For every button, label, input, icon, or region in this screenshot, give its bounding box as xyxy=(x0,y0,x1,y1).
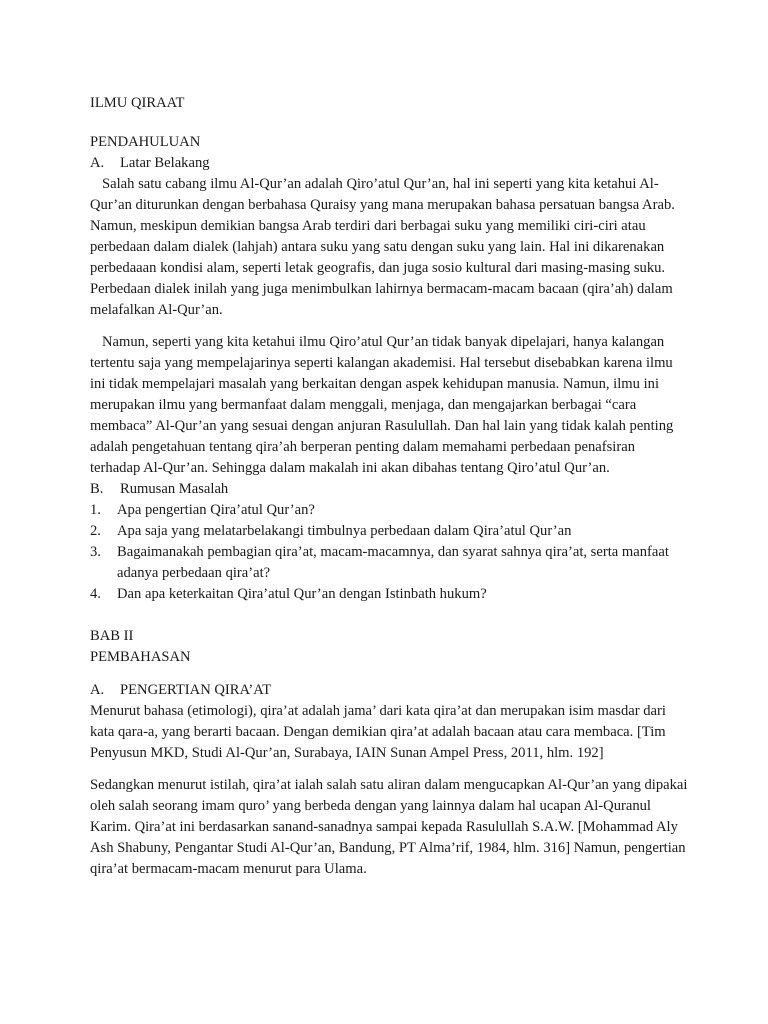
list-item xyxy=(90,521,688,542)
list-item-number: 2. xyxy=(90,523,101,539)
subsection-label: Latar Belakang xyxy=(120,155,210,171)
list-item xyxy=(90,584,688,605)
section-heading-pembahasan: PEMBAHASAN xyxy=(90,649,191,665)
subsection-marker: A. xyxy=(90,682,105,698)
paragraph-latar-belakang-1: Salah satu cabang ilmu Al-Qur’an adalah Qiro’atul Qur’an, hal ini seperti yang kita ketahui Al-Qur’an diturunkan dengan berbahasa Quraisy yang mana merupakan bahasa persatuan bangsa Arab. Namun, meskipun demikian bangsa Arab terdiri dari berbagai suku yang memiliki ciri-ciri atau perbedaan dalam dialek (lahjah) antara suku yang satu dengan suku yang lain. Hal ini dikarenakan perbedaaan kondisi alam, seperti letak geografis, dan juga sosio kultural dari masing-masing suku. Perbedaan dialek inilah yang juga menimbulkan lahirnya bermacam-macam bacaan (qira’ah) dalam melafalkan Al-Qur’an. xyxy=(90,176,675,318)
list-item-number: 4. xyxy=(90,586,101,602)
paragraph-latar-belakang-2: Namun, seperti yang kita ketahui ilmu Qiro’atul Qur’an tidak banyak dipelajari, hanya kalangan tertentu saja yang mempelajarinya seperti kalangan akademisi. Hal tersebut disebabkan karena ilmu ini tidak mempelajari masalah yang berkaitan dengan aspek kehidupan manusia. Namun, ilmu ini merupakan ilmu yang bermanfaat dalam menggali, menjaga, dan mengajarkan berbagai “cara membaca” Al-Qur’an yang sesuai dengan anjuran Rasulullah. Dan hal lain yang tidak kalah penting adalah pengetahuan tentang qira’ah berperan penting dalam memahami perbedaan penafsiran terhadap Al-Qur’an. Sehingga dalam makalah ini akan dibahas tentang Qiro’atul Qur’an. xyxy=(90,334,674,476)
chapter-label: BAB II xyxy=(90,628,134,644)
subsection-label: PENGERTIAN QIRA’AT xyxy=(120,682,272,698)
subsection-pengertian-qiraat xyxy=(90,680,688,701)
list-item-text: Apa pengertian Qira’atul Qur’an? xyxy=(117,502,315,518)
document-title: ILMU QIRAAT xyxy=(90,95,185,111)
list-item-number: 3. xyxy=(90,544,101,560)
list-item xyxy=(90,500,688,521)
subsection-marker: B. xyxy=(90,481,104,497)
question-list xyxy=(90,500,688,605)
subsection-latar-belakang xyxy=(90,153,688,174)
paragraph-pengertian-1: Menurut bahasa (etimologi), qira’at adalah jama’ dari kata qira’at dan merupakan isim masdar dari kata qara-a, yang berarti bacaan. Dengan demikian qira’at adalah bacaan atau cara membaca. [Tim Penyusun MKD, Studi Al-Qur’an, Surabaya, IAIN Sunan Ampel Press, 2011, hlm. 192] xyxy=(90,703,666,761)
paragraph-pengertian-2: Sedangkan menurut istilah, qira’at ialah salah satu aliran dalam mengucapkan Al-Qur’an yang dipakai oleh salah seorang imam quro’ yang berbeda dengan yang lainnya dalam hal ucapan Al-Quranul Karim. Qira’at ini berdasarkan sanand-sanadnya sampai kepada Rasulullah S.A.W. [Mohammad Aly Ash Shabuny, Pengantar Studi Al-Qur’an, Bandung, PT Alma’rif, 1984, hlm. 316] Namun, pengertian qira’at bermacam-macam menurut para Ulama. xyxy=(90,777,688,877)
list-item-text: Bagaimanakah pembagian qira’at, macam-macamnya, dan syarat sahnya qira’at, serta manfaat adanya perbedaan qira’at? xyxy=(117,544,669,581)
section-heading-pendahuluan: PENDAHULUAN xyxy=(90,134,201,150)
list-item xyxy=(90,542,688,584)
subsection-rumusan-masalah xyxy=(90,479,688,500)
list-item-number: 1. xyxy=(90,502,101,518)
list-item-text: Apa saja yang melatarbelakangi timbulnya perbedaan dalam Qira’atul Qur’an xyxy=(117,523,572,539)
document-page xyxy=(90,93,688,880)
list-item-text: Dan apa keterkaitan Qira’atul Qur’an dengan Istinbath hukum? xyxy=(117,586,487,602)
subsection-marker: A. xyxy=(90,155,105,171)
subsection-label: Rumusan Masalah xyxy=(120,481,229,497)
